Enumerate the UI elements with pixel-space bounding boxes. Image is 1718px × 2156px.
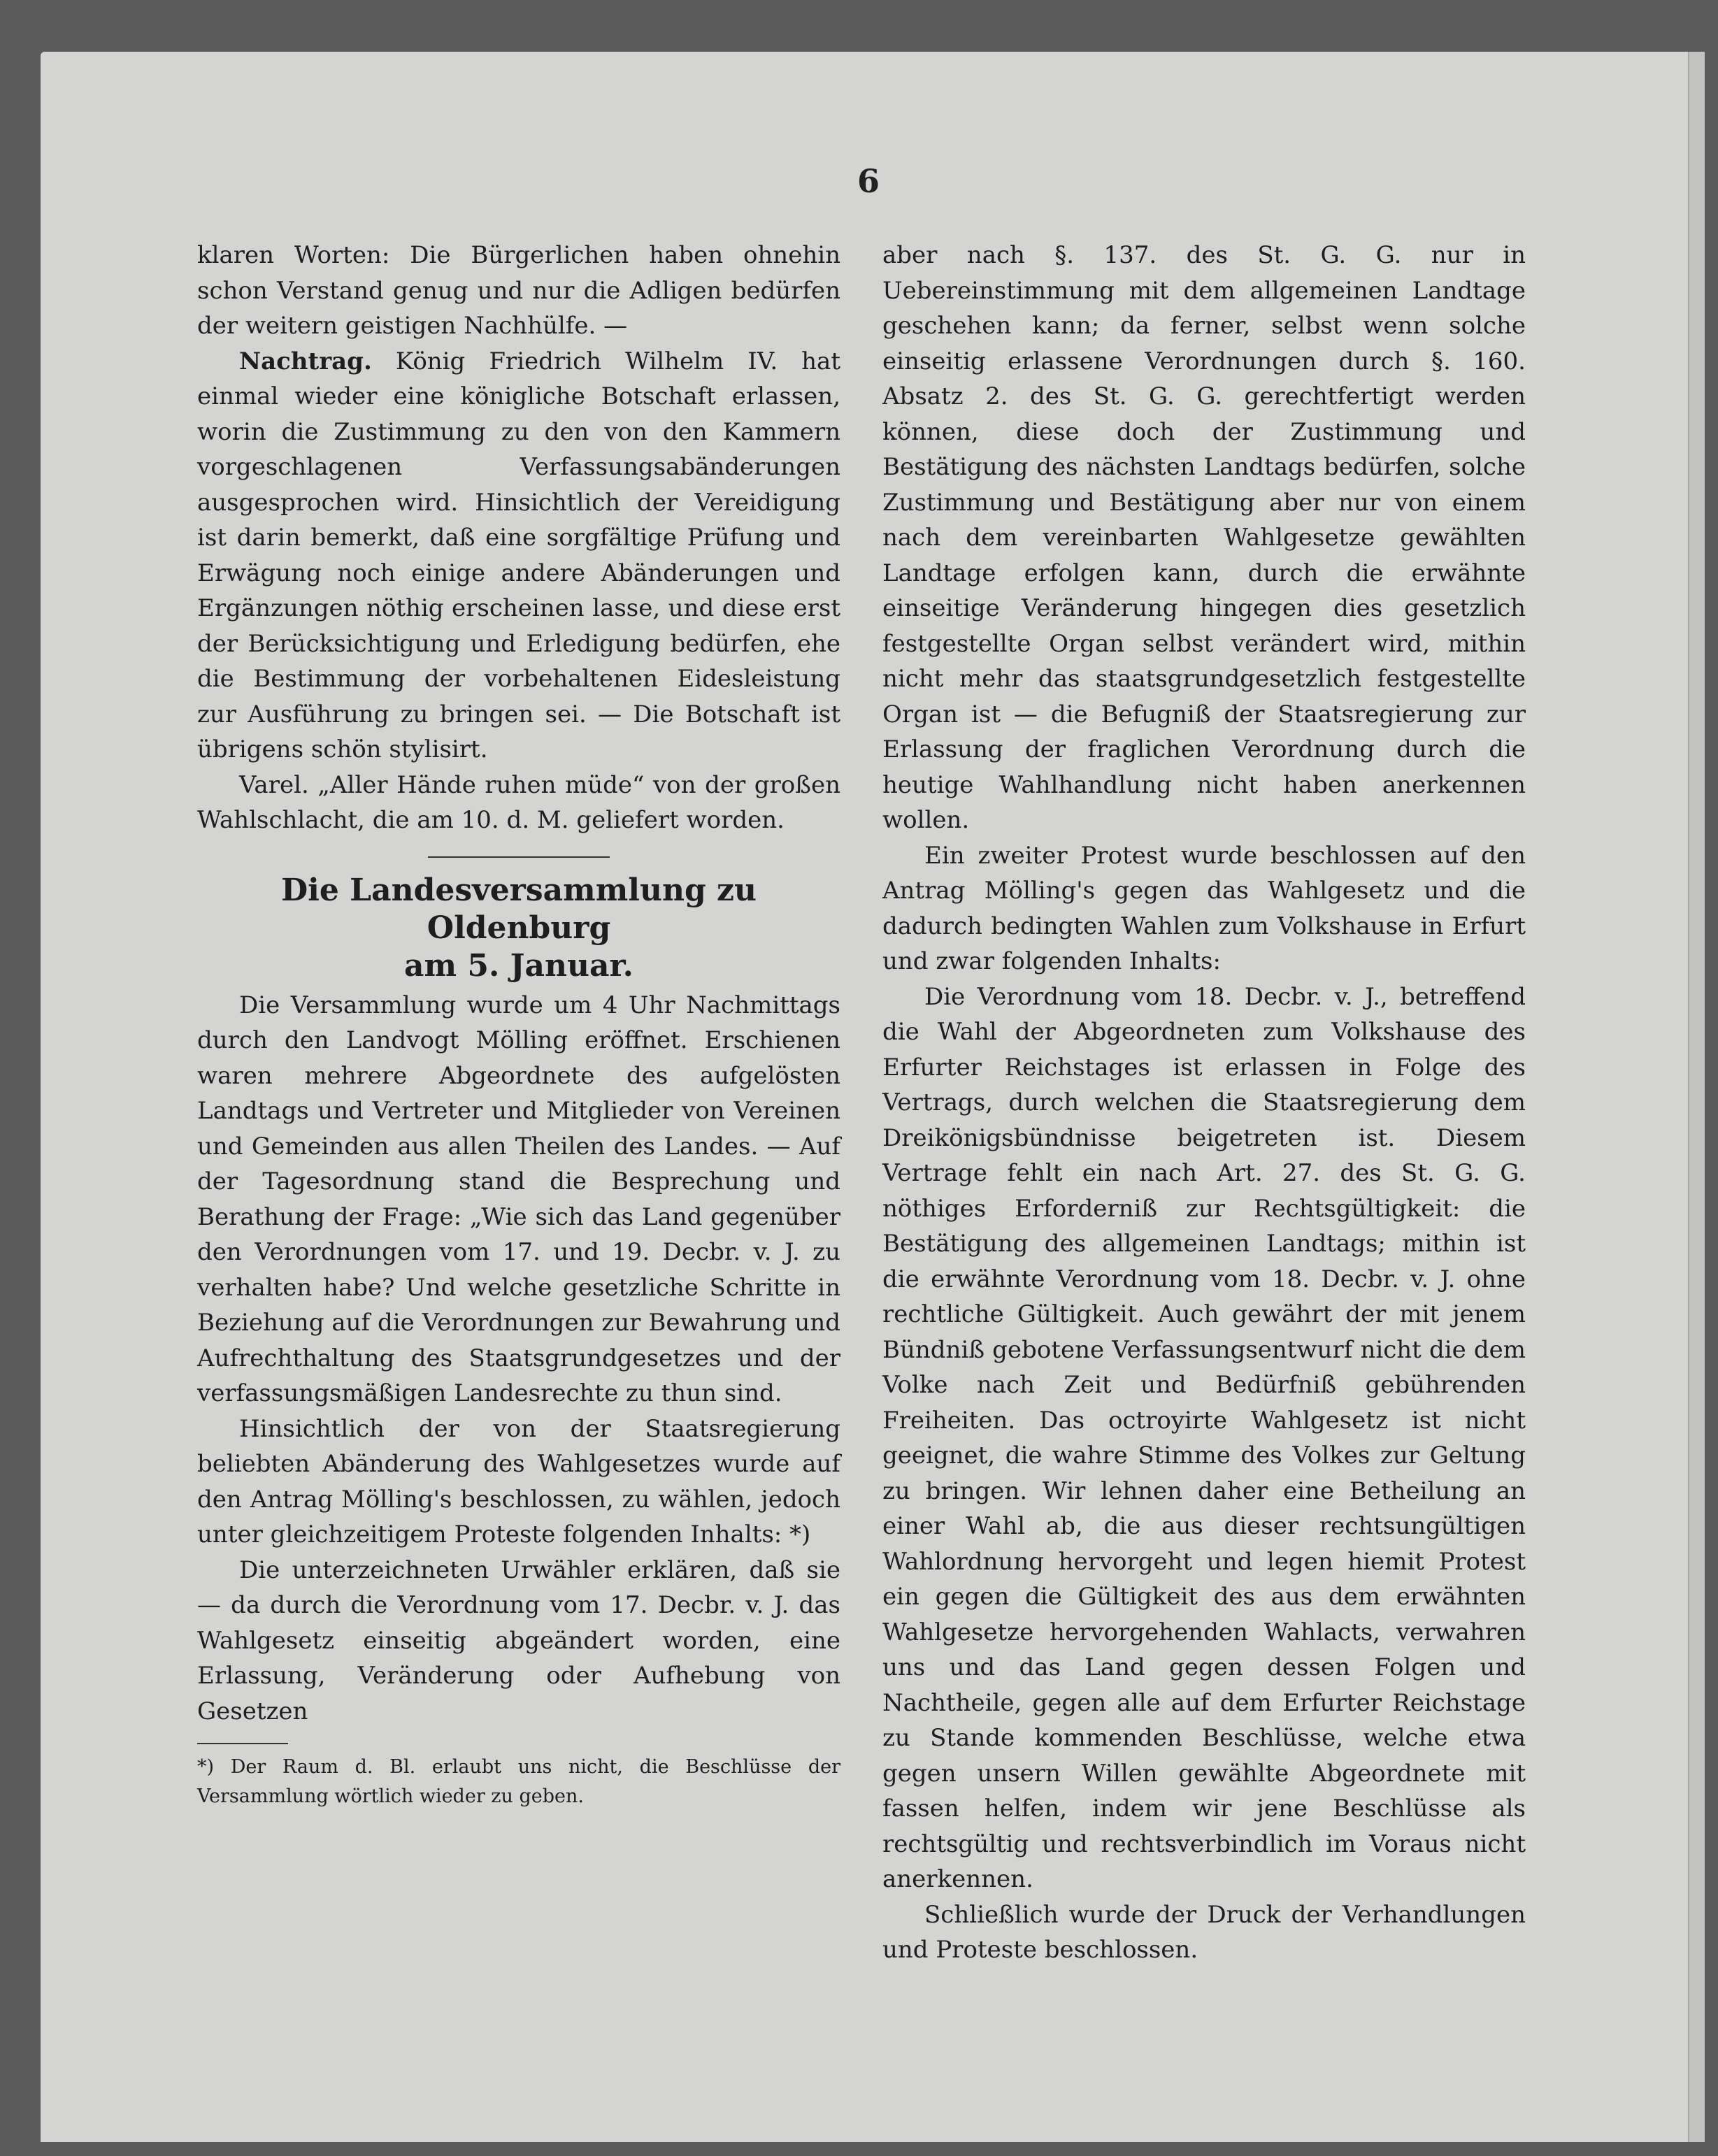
- section-title-line2: am 5. Januar.: [404, 947, 633, 984]
- nachtrag-lead: Nachtrag.: [239, 347, 372, 375]
- protest-paragraph-2: Ein zweiter Protest wurde beschlossen auf den Antrag Mölling's gegen das Wahlgesetz und die dadurch bedingten Wahlen zum Volkshause in Erfurt und zwar folgenden Inhalts:: [882, 841, 1526, 975]
- nachtrag-paragraph: [197, 344, 840, 768]
- assembly-paragraph-1: Die Versammlung wurde um 4 Uhr Nachmittags durch den Landvogt Mölling eröffnet. Erschienen waren mehrere Abgeordnete des aufgelösten Landtags und Vertreter und Mitglieder von Vereinen und Gemeinden aus allen Theilen des Landes. — Auf der Tagesordnung stand die Besprechung und Berathung der Frage: „Wie sich das Land gegenüber den Verordnungen vom 17. und 19. Decbr. v. J. zu verhalten habe? Und welche gesetzliche Schritte in Beziehung auf die Verordnungen zur Bewahrung und Aufrechthaltung des Staatsgrundgesetzes und der verfassungsmäßigen Landesrechte zu thun sind.: [197, 991, 840, 1407]
- protest-paragraph-1: aber nach §. 137. des St. G. G. nur in Uebereinstimmung mit dem allgemeinen Landtage geschehen kann; da ferner, selbst wenn solche einseitig erlassene Verordnungen durch §. 160. Absatz 2. des St. G. G. gerechtfertigt werden können, diese doch der Zustimmung und Bestätigung des nächsten Landtags bedürfen, solche Zustimmung und Bestätigung aber nur von einem nach dem vereinbarten Wahlgesetze gewählten Landtage erfolgen kann, durch die erwähnte einseitige Veränderung hingegen dies gesetzlich festgestellte Organ selbst verändert wird, mithin nicht mehr das staatsgrundgesetzlich festgestellte Organ ist — die Befugniß der Staatsregierung zur Erlassung der fraglichen Verordnung durch die heutige Wahlhandlung nicht haben anerkennen wollen.: [882, 241, 1526, 834]
- intro-paragraph: klaren Worten: Die Bürgerlichen haben ohnehin schon Verstand genug und nur die Adligen bedürfen der weitern geistigen Nachhülfe. —: [197, 241, 840, 340]
- right-column: [882, 238, 1526, 1968]
- section-divider: [428, 856, 610, 858]
- assembly-paragraph-3: Die unterzeichneten Urwähler erklären, daß sie — da durch die Verordnung vom 17. Decbr. v. J. das Wahlgesetz einseitig abgeändert worden, eine Erlassung, Veränderung oder Aufhebung von Gesetzen: [197, 1555, 840, 1725]
- assembly-paragraph-2: Hinsichtlich der von der Staatsregierung beliebten Abänderung des Wahlgesetzes wurde auf den Antrag Mölling's beschlossen, zu wählen, jedoch unter gleichzeitigem Proteste folgenden Inhalts: *): [197, 1414, 840, 1548]
- section-title-line1: Die Landesversammlung zu Oldenburg: [280, 872, 757, 946]
- protest-paragraph-3: Die Verordnung vom 18. Decbr. v. J., betreffend die Wahl der Abgeordneten zum Volkshause des Erfurter Reichstages ist erlassen in Folge des Vertrags, durch welchen die Staatsregierung dem Dreikönigsbündnisse beigetreten ist. Diesem Vertrage fehlt ein nach Art. 27. des St. G. G. nöthiges Erforderniß zur Rechtsgültigkeit: die Bestätigung des allgemeinen Landtags; mithin ist die erwähnte Verordnung vom 18. Decbr. v. J. ohne rechtliche Gültigkeit. Auch gewährt der mit jenem Bündniß gebotene Verfassungsentwurf nicht die dem Volke nach Zeit und Bedürfniß gebührenden Freiheiten. Das octroyirte Wahlgesetz ist nicht geeignet, die wahre Stimme des Volkes zur Geltung zu bringen. Wir lehnen daher eine Betheilung an einer Wahl ab, die aus dieser rechtsungültigen Wahlordnung hervorgeht und legen hiemit Protest ein gegen die Gültigkeit des aus dem erwähnten Wahlgesetze hervorgehenden Wahlacts, verwahren uns und das Land gegen dessen Folgen und Nachtheile, gegen alle auf dem Erfurter Reichstage zu Stande kommenden Beschlüsse, welche etwa gegen unsern Willen gewählte Abgeordnete mit fassen helfen, indem wir jene Beschlüsse als rechtsgültig und rechtsverbindlich im Voraus nicht anerkennen.: [882, 982, 1526, 1893]
- page-number: 6: [857, 162, 880, 200]
- closing-paragraph: Schließlich wurde der Druck der Verhandlungen und Proteste beschlossen.: [882, 1900, 1526, 1964]
- nachtrag-text: König Friedrich Wilhelm IV. hat einmal wieder eine königliche Botschaft erlassen, worin die Zustimmung zu den von den Kammern vorgeschlagenen Verfassungsabänderungen ausgesprochen wird. Hinsichtlich der Vereidigung ist darin bemerkt, daß eine sorgfältige Prüfung und Erwägung noch einige andere Abänderungen und Ergänzungen nöthig erscheinen lasse, und diese erst der Berücksichtigung und Erledigung bedürfen, ehe die Bestimmung der vorbehaltenen Eidesleistung zur Ausführung zu bringen sei. — Die Botschaft ist übrigens schön stylisirt.: [197, 347, 840, 763]
- varel-paragraph: Varel. „Aller Hände ruhen müde“ von der großen Wahlschlacht, die am 10. d. M. geliefert worden.: [197, 770, 840, 834]
- footnote: *) Der Raum d. Bl. erlaubt uns nicht, die Beschlüsse der Versammlung wörtlich wieder zu geben.: [197, 1756, 840, 1807]
- left-column: [197, 238, 840, 1811]
- footnote-divider: [197, 1743, 288, 1744]
- page-edge: [1688, 52, 1705, 2142]
- section-title: [197, 872, 840, 985]
